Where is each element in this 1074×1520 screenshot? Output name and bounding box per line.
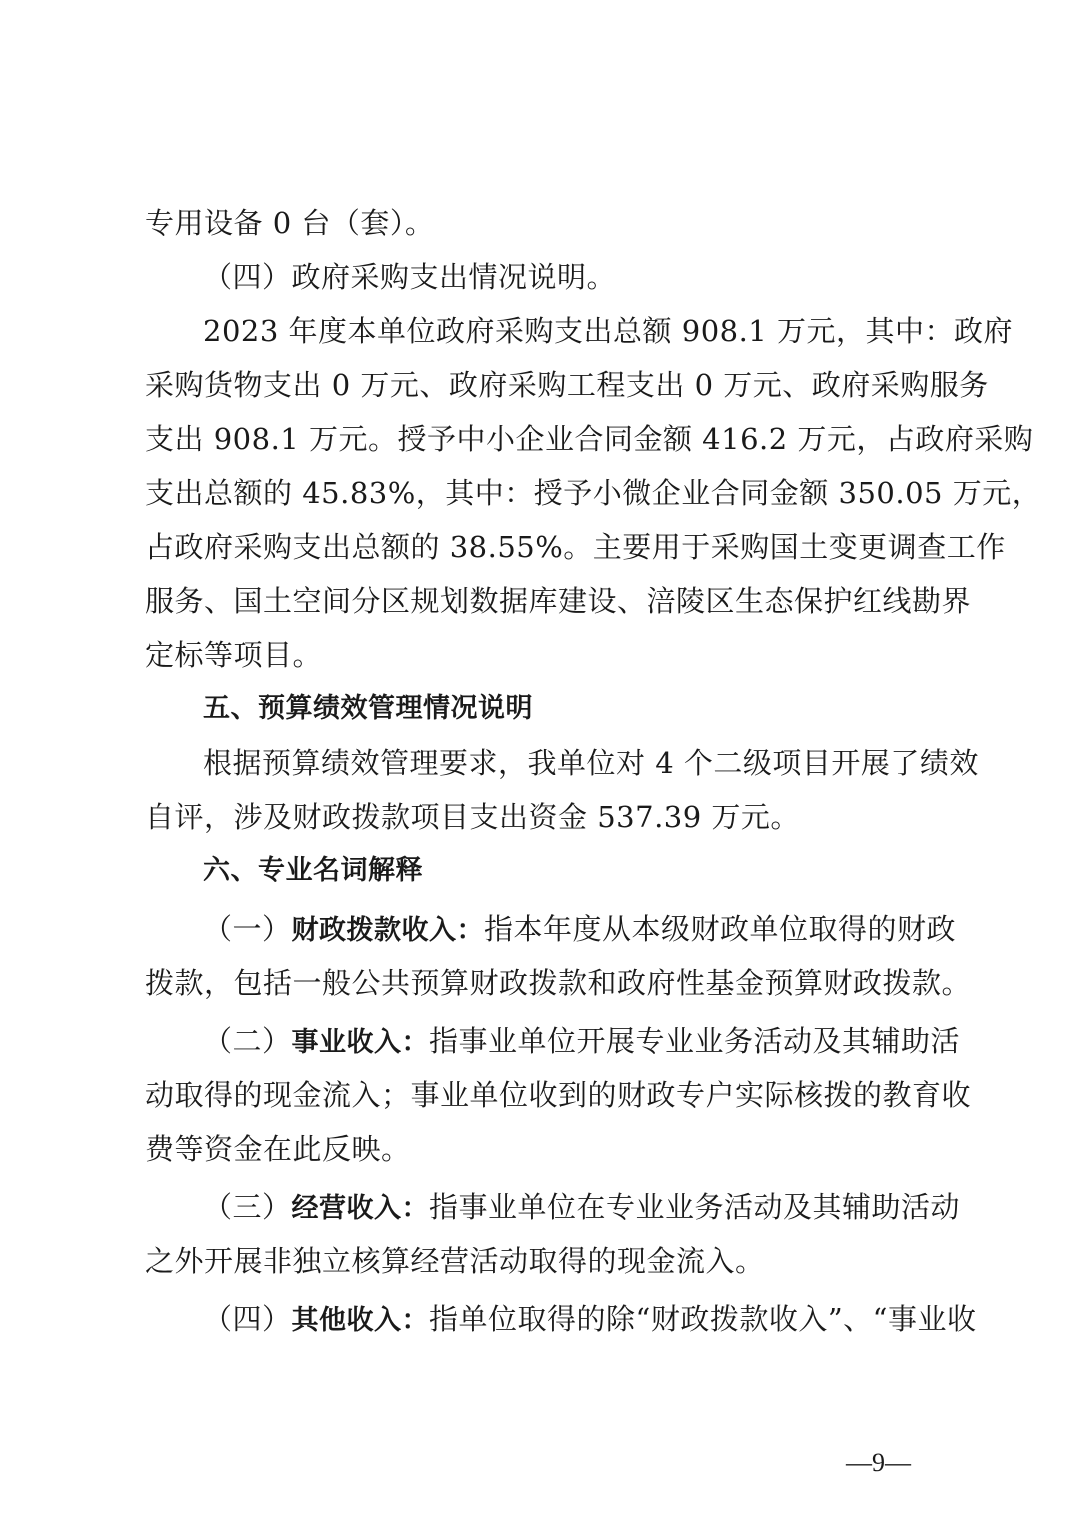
paragraph-line: 占政府采购支出总额的 38.55%。主要用于采购国土变更调查工作 [145, 530, 1006, 564]
term-text: 指事业单位开展专业业务活动及其辅助活 [429, 1024, 961, 1058]
paragraph-line: 2023 年度本单位政府采购支出总额 908.1 万元，其中：政府 [203, 314, 1013, 348]
term-label: 经营收入： [291, 1193, 430, 1224]
section-heading: 六、专业名词解释 [203, 855, 423, 886]
paragraph-line: 专用设备 0 台（套）。 [145, 206, 435, 240]
paragraph-line: 费等资金在此反映。 [145, 1132, 411, 1166]
term-definition-line [145, 1292, 977, 1346]
document-body [145, 196, 1042, 1346]
term-label: 财政拨款收入： [291, 915, 485, 946]
term-definition-line [145, 902, 957, 956]
paragraph-line: 根据预算绩效管理要求，我单位对 4 个二级项目开展了绩效 [203, 746, 979, 780]
paragraph-line: 服务、国土空间分区规划数据库建设、涪陵区生态保护红线勘界 [145, 584, 972, 618]
term-prefix: （四） [203, 1302, 292, 1336]
term-text: 指本年度从本级财政单位取得的财政 [484, 912, 957, 946]
term-prefix: （一） [203, 912, 292, 946]
term-text: 指单位取得的除“财政拨款收入”、“事业收 [429, 1302, 977, 1336]
term-definition-line [145, 1014, 961, 1068]
subsection-heading: （四）政府采购支出情况说明。 [203, 260, 617, 294]
term-label: 事业收入： [291, 1027, 430, 1058]
term-prefix: （二） [203, 1024, 292, 1058]
paragraph-line: 支出 908.1 万元。授予中小企业合同金额 416.2 万元，占政府采购 [145, 422, 1034, 456]
paragraph-line: 定标等项目。 [145, 638, 323, 672]
paragraph-line: 采购货物支出 0 万元、政府采购工程支出 0 万元、政府采购服务 [145, 368, 989, 402]
term-label: 其他收入： [291, 1305, 430, 1336]
term-prefix: （三） [203, 1190, 292, 1224]
page-number: —9— [846, 1448, 911, 1477]
paragraph-line: 动取得的现金流入；事业单位收到的财政专户实际核拨的教育收 [145, 1078, 972, 1112]
term-text: 指事业单位在专业业务活动及其辅助活动 [429, 1190, 961, 1224]
paragraph-line: 支出总额的 45.83%，其中：授予小微企业合同金额 350.05 万元， [145, 476, 1042, 510]
term-definition-line [145, 1180, 961, 1234]
paragraph-line: 自评，涉及财政拨款项目支出资金 537.39 万元。 [145, 800, 800, 834]
paragraph-line: 拨款，包括一般公共预算财政拨款和政府性基金预算财政拨款。 [145, 966, 972, 1000]
section-heading: 五、预算绩效管理情况说明 [203, 693, 533, 724]
paragraph-line: 之外开展非独立核算经营活动取得的现金流入。 [145, 1244, 765, 1278]
